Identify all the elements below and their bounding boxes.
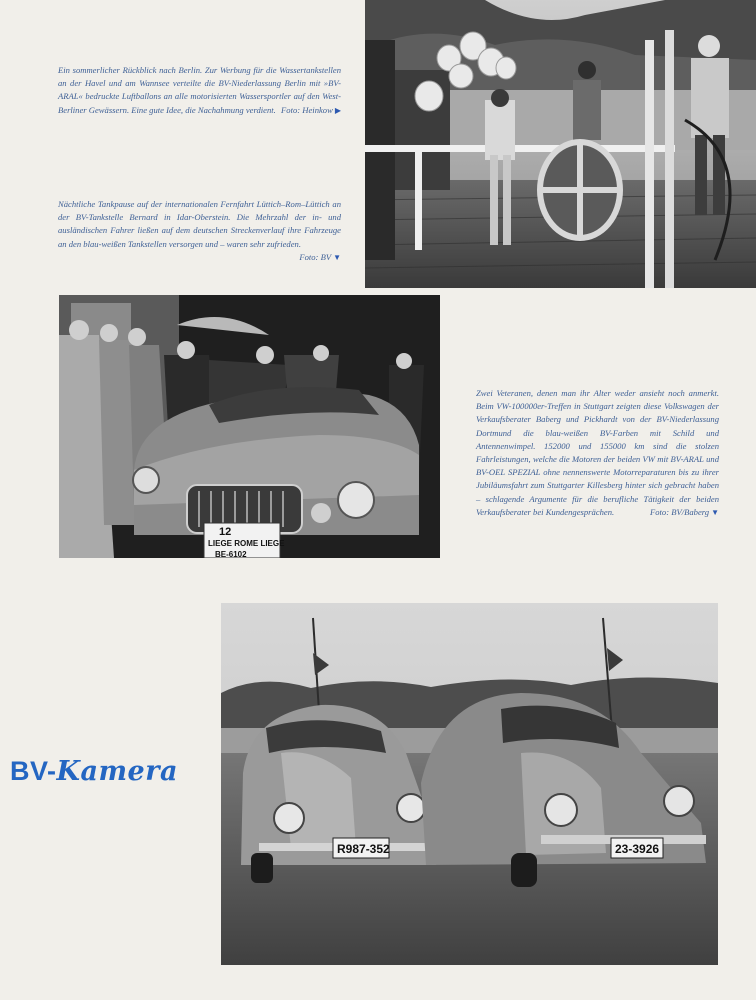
caption-berlin [58,64,341,117]
bv-kamera-word: Kamera [56,756,178,787]
photo-vw-veterans [221,603,718,965]
vw-right-plate: 23-3926 [615,842,660,856]
caption-tankpause-text: Nächtliche Tankpause auf der internationalen Fernfahrt Lüttich–Rom–Lüttich an der BV-Tankstelle Bernard in Idar-Oberstein. Die Mehrzahl der in- und ausländischen Fahrer ließen auf dem deutschen Streckenverlauf ihre Fahrzeuge an den blau-weißen Tankstellen versorgen und – waren sehr zufrieden. [58,199,341,249]
caption-tankpause-credit: Foto: BV ▼ [299,251,341,262]
triangle-down-icon: ▼ [711,507,719,517]
bv-kamera-logo [10,756,178,787]
car-plate-route: LIEGE ROME LIEGE [208,539,285,548]
photo-tankpause-car [59,295,440,558]
triangle-right-icon: ▶ [334,105,341,115]
triangle-down-icon: ▼ [333,252,341,262]
caption-veteranen-credit: Foto: BV/Baberg ▼ [649,506,719,517]
car-plate-registration: BE-6102 [215,550,247,558]
caption-veteranen [476,387,719,519]
caption-berlin-text: Ein sommerlicher Rückblick nach Berlin. Zur Werbung für die Wassertankstellen an der Havel und am Wannsee verteilte die BV-Niederlassung Berlin mit »BV-ARAL« bedruckte Luftballons an alle motorisierten Wassersportler auf den West-Berliner Gewässern. Eine gute Idee, die Nachahmung verdient. [58,65,341,115]
caption-veteranen-text: Zwei Veteranen, denen man ihr Alter weder ansieht noch anmerkt. Beim VW-100000er-Treffen in Stuttgart zeigten diese Volkswagen der Verkaufsberater Baberg und Pickhardt von der BV-Niederlassung Dortmund die blau-weißen BV-Farben mit Schild und Antennenwimpel. 152000 und 155000 km sind die stolzen Fahrleistungen, welche die Motoren der beiden VW mit BV-ARAL und BV-OEL SPEZIAL ohne nennenswerte Motorreparaturen bis zu ihrer Jubiläumsfahrt zum Stuttgarter Killesberg hinter sich gebracht haben – schlagende Argumente für die berufliche Tätigkeit der beiden Verkaufsberater bei Kundengesprächen. [476,388,719,517]
photo-tankpause-car-image [59,295,440,558]
vw-left-plate: R987-352 [337,842,390,856]
car-plate-number: 12 [219,526,232,538]
caption-tankpause [58,198,341,264]
caption-berlin-credit: Foto: Heinkow ▶ [281,104,341,115]
bv-kamera-prefix: BV- [10,756,57,786]
photo-berlin-jetty-image [365,0,756,288]
photo-vw-veterans-image [221,603,718,965]
photo-berlin-jetty [365,0,756,288]
